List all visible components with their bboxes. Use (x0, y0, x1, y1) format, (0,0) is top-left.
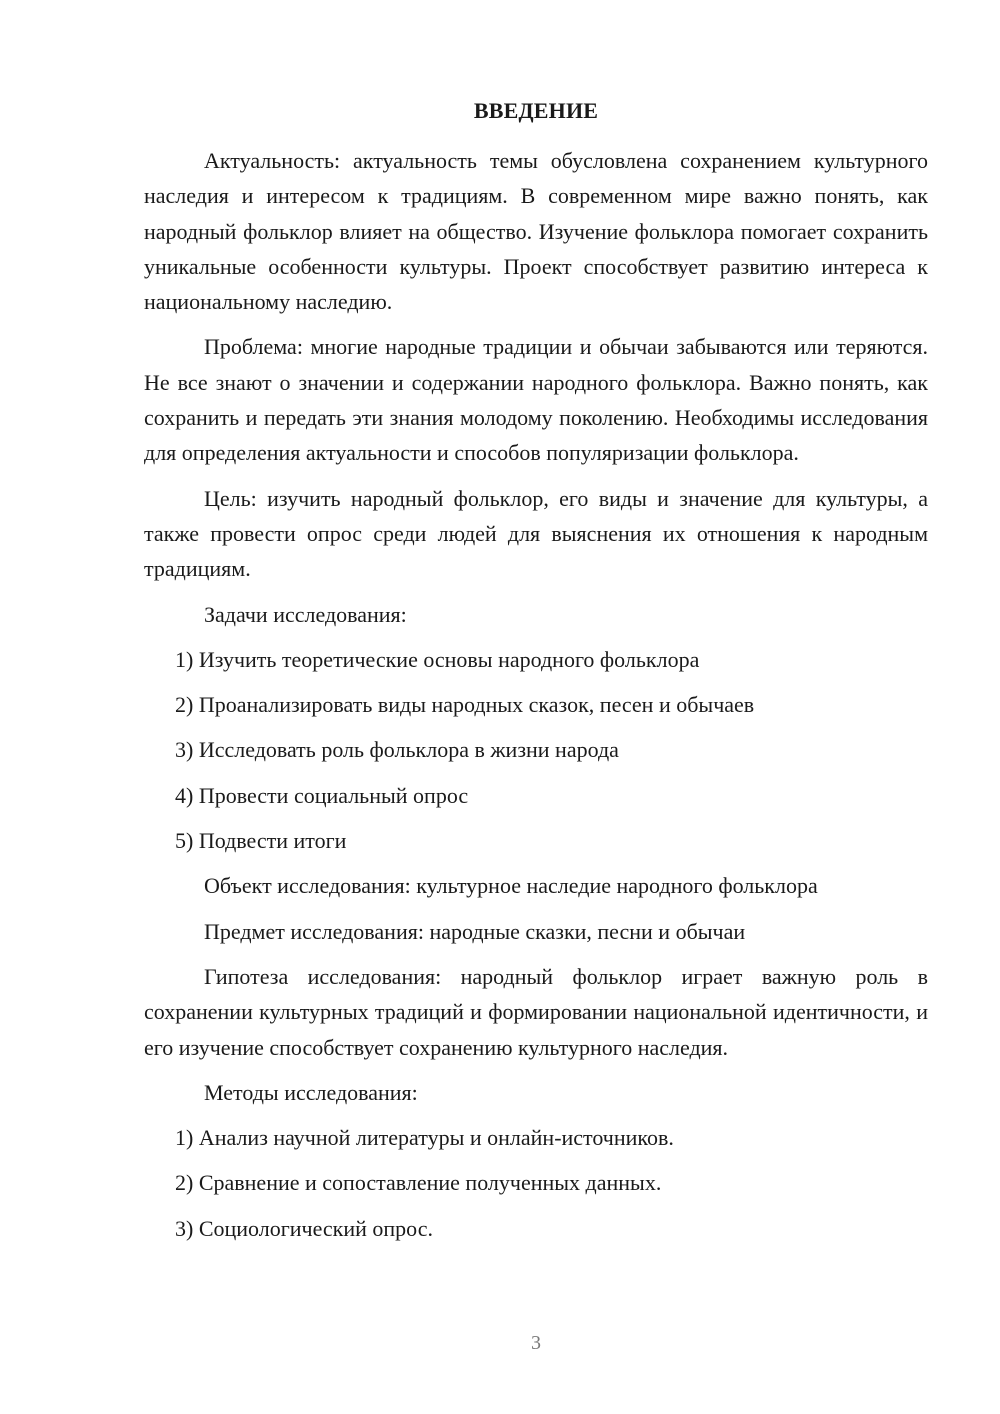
paragraph-hypothesis: Гипотеза исследования: народный фольклор играет важную роль в сохранении культурных традиций и формировании национальной идентичности, и его изучение способствует сохранению культурного наследия. (144, 963, 928, 1060)
methods-label: Методы исследования: (204, 1079, 418, 1105)
method-item-3: 3) Социологический опрос. (175, 1215, 433, 1241)
task-item-3: 3) Исследовать роль фольклора в жизни народа (175, 737, 619, 763)
document-page (144, 0, 928, 1414)
document-body (144, 143, 928, 1256)
tasks-label: Задачи исследования: (204, 601, 407, 627)
paragraph-problem: Проблема: многие народные традиции и обычаи забываются или теряются. Не все знают о значении и содержании народного фольклора. Важно понять, как сохранить и передать эти знания молодому поколению. Необходимы исследования для определения актуальности и способов популяризации фольклора. (144, 334, 928, 466)
task-item-5: 5) Подвести итоги (175, 828, 347, 854)
page-number: 3 (531, 1332, 541, 1354)
task-item-1: 1) Изучить теоретические основы народного фольклора (175, 646, 700, 672)
paragraph-relevance: Актуальность: актуальность темы обусловлена сохранением культурного наследия и интересом к традициям. В современном мире важно понять, как народный фольклор влияет на общество. Изучение фольклора помогает сохранить уникальные особенности культуры. Проект способствует развитию интереса к национальному наследию. (144, 148, 928, 315)
task-item-2: 2) Проанализировать виды народных сказок, песен и обычаев (175, 692, 755, 718)
method-item-2: 2) Сравнение и сопоставление полученных данных. (175, 1170, 662, 1196)
method-item-1: 1) Анализ научной литературы и онлайн-источников. (175, 1125, 674, 1151)
research-subject: Предмет исследования: народные сказки, песни и обычаи (204, 918, 746, 944)
task-item-4: 4) Провести социальный опрос (175, 782, 469, 808)
paragraph-goal: Цель: изучить народный фольклор, его виды и значение для культуры, а также провести опрос среди людей для выяснения их отношения к народным традициям. (144, 485, 928, 582)
research-object: Объект исследования: культурное наследие народного фольклора (204, 873, 818, 899)
page-title: ВВЕДЕНИЕ (473, 98, 599, 123)
